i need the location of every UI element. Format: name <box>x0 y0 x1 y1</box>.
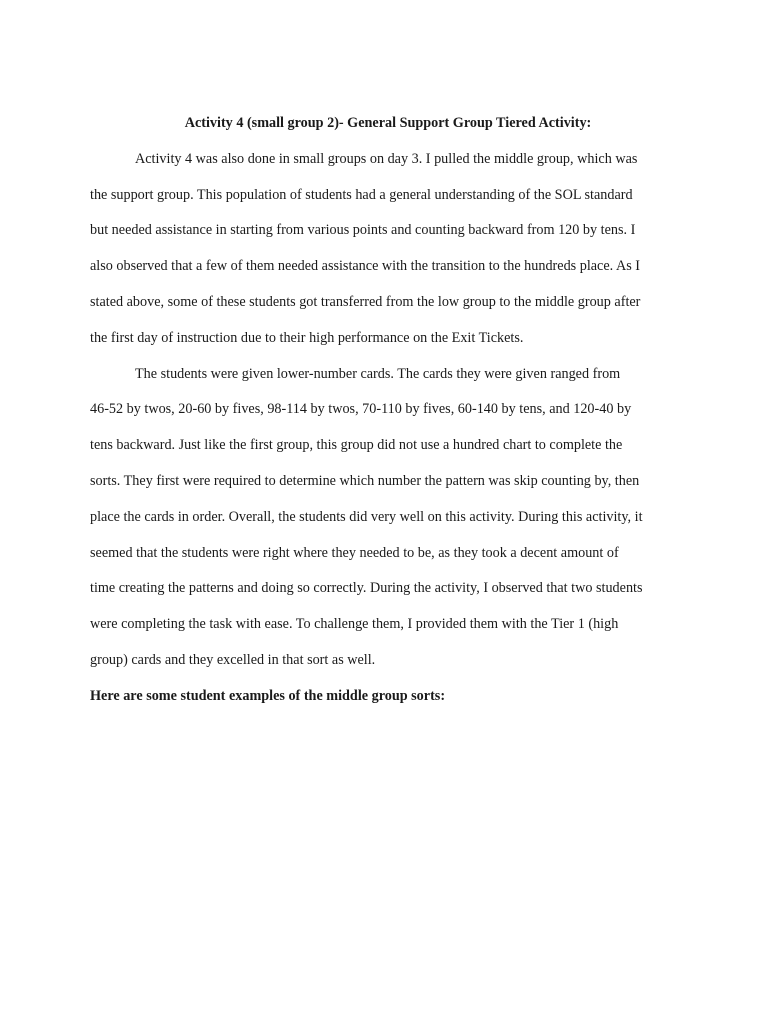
text-line: the first day of instruction due to their high performance on the Exit Tickets. <box>90 329 524 346</box>
text-line: also observed that a few of them needed assistance with the transition to the hundreds place. As I <box>90 258 641 275</box>
paragraph-activity-4-overview <box>90 142 680 357</box>
examples-subheading: Here are some student examples of the middle group sorts: <box>90 687 446 704</box>
text-line: The students were given lower-number cards. The cards they were given ranged from <box>135 365 621 382</box>
text-line: were completing the task with ease. To challenge them, I provided them with the Tier 1 (high <box>90 616 619 633</box>
text-line: place the cards in order. Overall, the students did very well on this activity. During this activity, it <box>90 508 643 525</box>
text-line: sorts. They first were required to determine which number the pattern was skip counting by, then <box>90 472 640 489</box>
text-line: group) cards and they excelled in that sort as well. <box>90 651 376 668</box>
text-line: the support group. This population of students had a general understanding of the SOL standard <box>90 186 633 203</box>
document-body <box>90 106 680 715</box>
text-line: time creating the patterns and doing so correctly. During the activity, I observed that two students <box>90 580 643 597</box>
text-line: Activity 4 was also done in small groups on day 3. I pulled the middle group, which was <box>135 150 638 167</box>
text-line: 46-52 by twos, 20-60 by fives, 98-114 by twos, 70-110 by fives, 60-140 by tens, and 120-40 by <box>90 401 632 418</box>
text-line: but needed assistance in starting from various points and counting backward from 120 by tens. I <box>90 222 636 239</box>
paragraph-cards-description <box>90 357 680 679</box>
text-line: tens backward. Just like the first group, this group did not use a hundred chart to complete the <box>90 437 623 454</box>
text-line: stated above, some of these students got transferred from the low group to the middle group after <box>90 293 641 310</box>
text-line: seemed that the students were right where they needed to be, as they took a decent amount of <box>90 544 619 561</box>
section-heading: Activity 4 (small group 2)- General Support Group Tiered Activity: <box>184 115 592 131</box>
